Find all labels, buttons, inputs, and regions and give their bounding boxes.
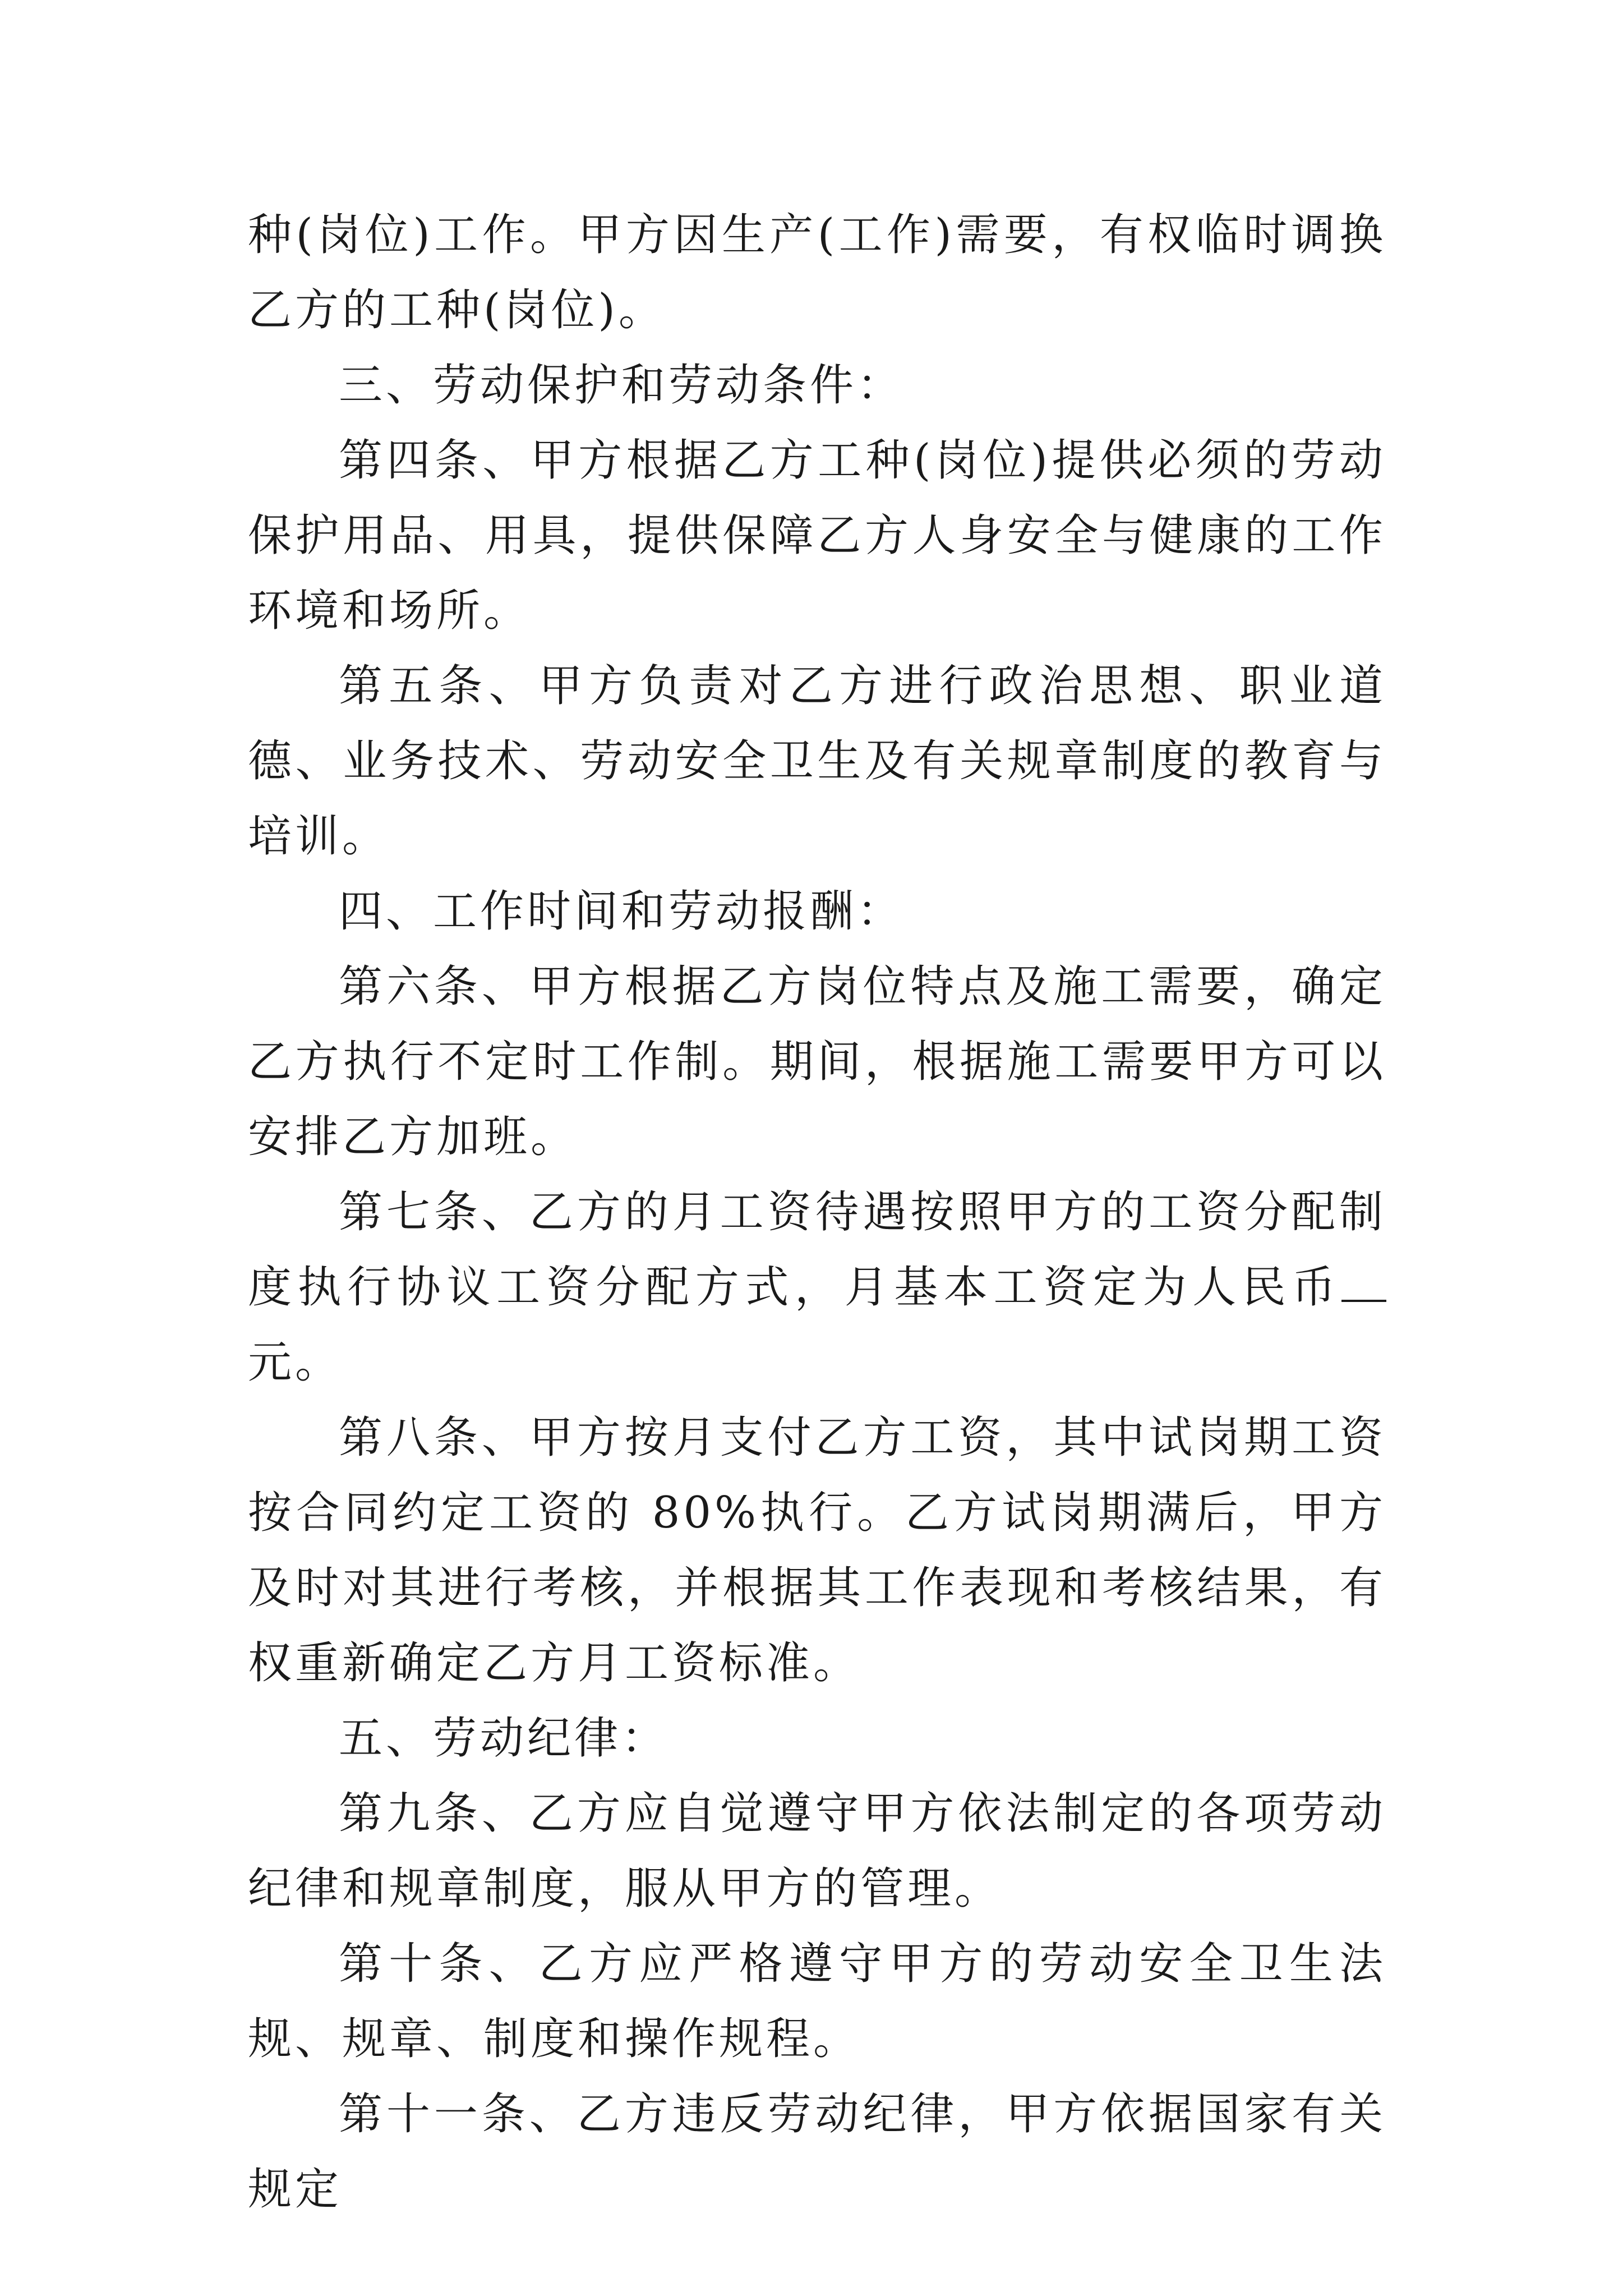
article-9-paragraph: 第九条、乙方应自觉遵守甲方依法制定的各项劳动纪律和规章制度，服从甲方的管理。 <box>248 1788 1386 1914</box>
section-heading-labor-discipline: 五、劳动纪律： <box>339 1713 669 1764</box>
salary-blank-line <box>1341 1266 1386 1302</box>
article-8-paragraph: 第八条、甲方按月支付乙方工资，其中试岗期工资按合同约定工资的 80%执行。乙方试岗期满后，甲方及时对其进行考核，并根据其工作表现和考核结果，有权重新确定乙方月工资标准。 <box>248 1412 1386 1688</box>
section-heading-work-hours-pay: 四、工作时间和劳动报酬： <box>339 886 905 937</box>
article-11-paragraph: 第十一条、乙方违反劳动纪律，甲方依据国家有关规定 <box>248 2089 1386 2215</box>
article-10-paragraph: 第十条、乙方应严格遵守甲方的劳动安全卫生法规、规章、制度和操作规程。 <box>248 1939 1386 2064</box>
article-6-paragraph: 第六条、甲方根据乙方岗位特点及施工需要，确定乙方执行不定时工作制。期间，根据施工需要甲方可以安排乙方加班。 <box>248 961 1386 1162</box>
document-body <box>248 197 1386 2227</box>
article-7-paragraph <box>248 1175 1386 1400</box>
section-heading-labor-protection: 三、劳动保护和劳动条件： <box>339 360 905 411</box>
article-5-paragraph: 第五条、甲方负责对乙方进行政治思想、职业道德、业务技术、劳动安全卫生及有关规章制度的教育与培训。 <box>248 661 1386 862</box>
article-7-text-before: 第七条、乙方的月工资待遇按照甲方的工资分配制度执行协议工资分配方式，月基本工资定为人民币 <box>248 1187 1386 1313</box>
article-7-text-after: 元。 <box>248 1337 343 1388</box>
article-4-paragraph: 第四条、甲方根据乙方工种(岗位)提供必须的劳动保护用品、用具，提供保障乙方人身安全与健康的工作环境和场所。 <box>248 435 1386 636</box>
paragraph-job-adjustment: 种(岗位)工作。甲方因生产(工作)需要，有权临时调换乙方的工种(岗位)。 <box>248 210 1386 335</box>
